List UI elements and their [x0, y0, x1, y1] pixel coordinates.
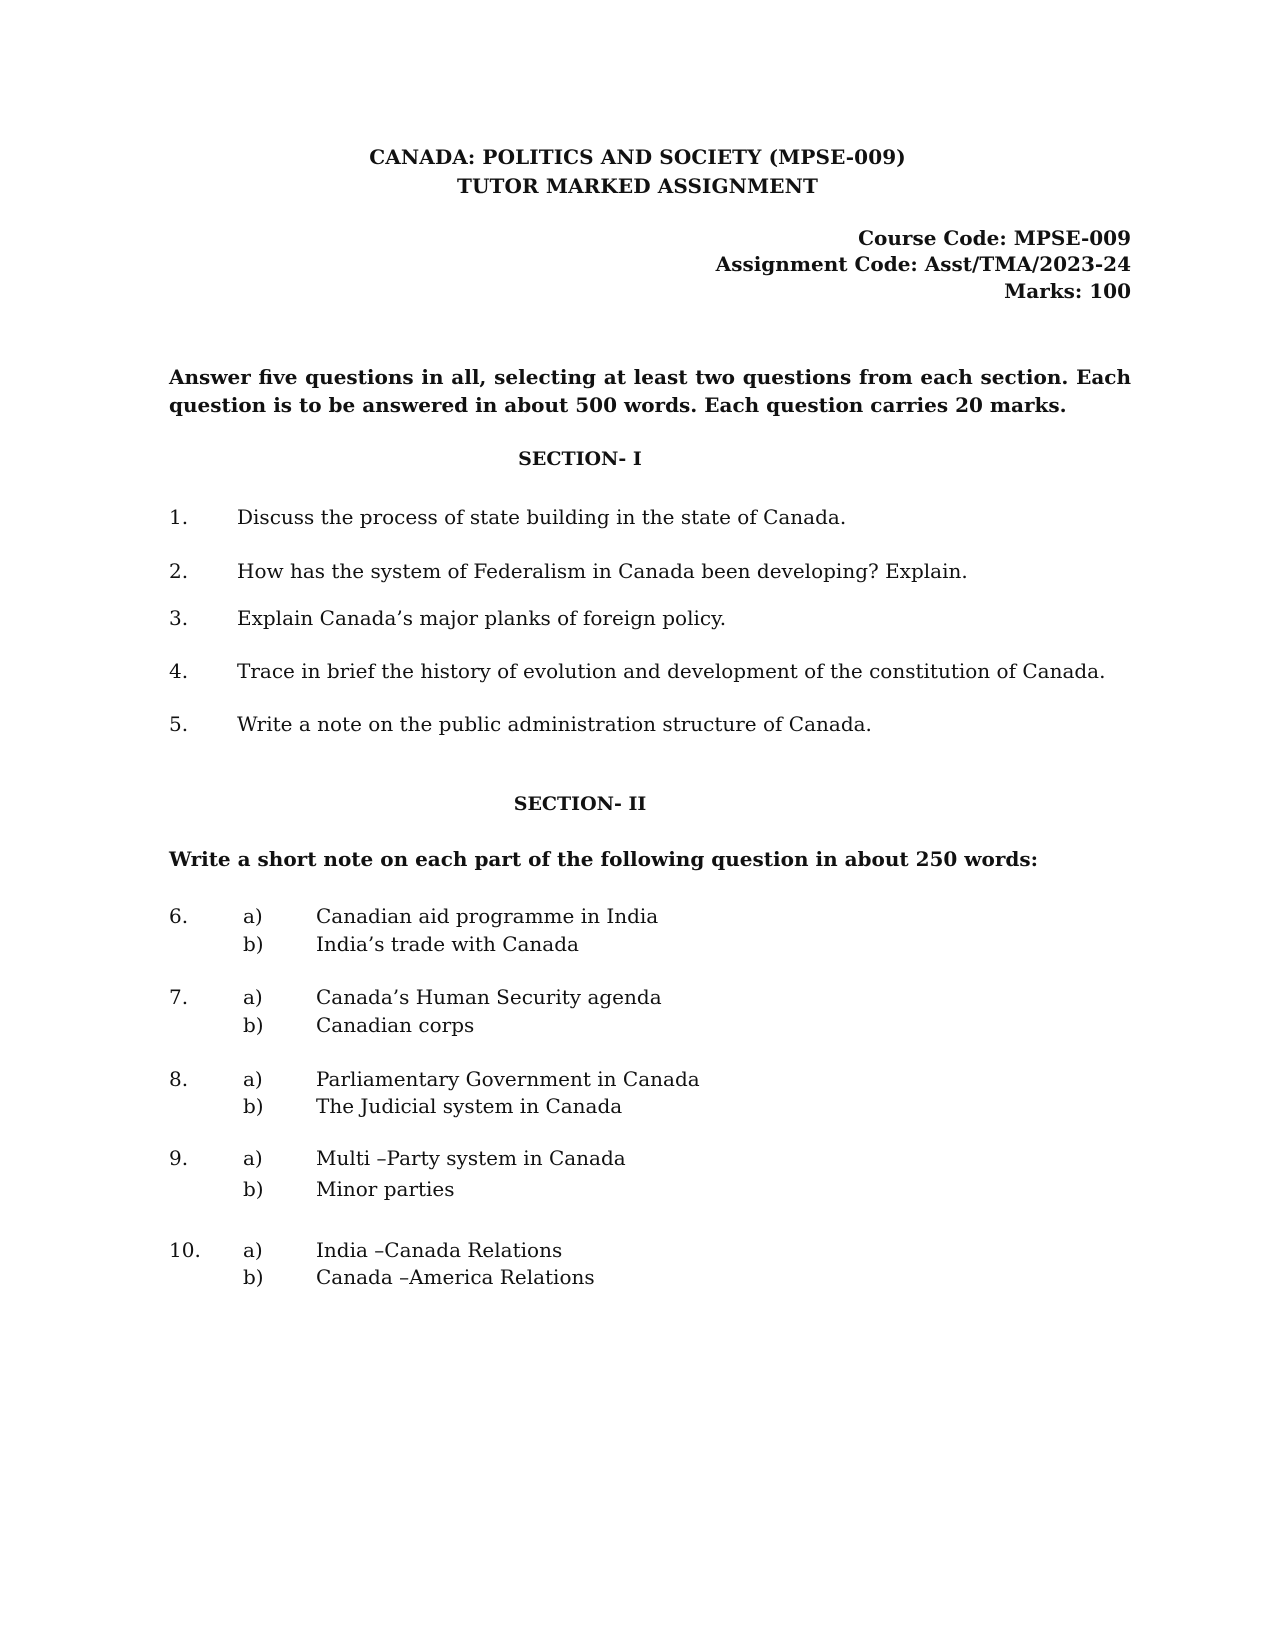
question-text: Trace in brief the history of evolution and development of the constitution of Canada.: [237, 659, 1106, 683]
instructions-line-1: Answer five questions in all, selecting at least two questions from each section. Each: [169, 365, 1131, 389]
marks: Marks: 100: [1004, 279, 1131, 303]
part-label: a): [243, 985, 263, 1009]
question-number: 5.: [169, 712, 189, 736]
part-label: a): [243, 1067, 263, 1091]
question-text: How has the system of Federalism in Canada been developing? Explain.: [237, 559, 968, 583]
part-label: b): [243, 1013, 264, 1037]
part-text: Canada –America Relations: [316, 1265, 595, 1289]
question-number: 7.: [169, 985, 189, 1009]
question-number: 9.: [169, 1146, 189, 1170]
part-text: Minor parties: [316, 1177, 455, 1201]
part-text: Canadian corps: [316, 1013, 475, 1037]
question-number: 10.: [169, 1238, 201, 1262]
part-label: b): [243, 1094, 264, 1118]
section-2-instruction: Write a short note on each part of the following question in about 250 words:: [169, 847, 1039, 871]
question-number: 1.: [169, 505, 189, 529]
part-text: Canadian aid programme in India: [316, 904, 659, 928]
part-text: India –Canada Relations: [316, 1238, 563, 1262]
section-1-heading: SECTION- I: [518, 448, 642, 470]
question-text: Explain Canada’s major planks of foreign policy.: [237, 606, 727, 630]
part-text: Canada’s Human Security agenda: [316, 985, 662, 1009]
question-number: 2.: [169, 559, 189, 583]
part-label: a): [243, 1238, 263, 1262]
part-label: a): [243, 904, 263, 928]
part-text: The Judicial system in Canada: [316, 1094, 623, 1118]
course-code: Course Code: MPSE-009: [858, 226, 1131, 250]
question-text: Write a note on the public administration structure of Canada.: [237, 712, 872, 736]
question-text: Discuss the process of state building in the state of Canada.: [237, 505, 847, 529]
part-label: b): [243, 932, 264, 956]
part-label: a): [243, 1146, 263, 1170]
document-title: CANADA: POLITICS AND SOCIETY (MPSE-009): [369, 145, 906, 169]
instructions-line-2: question is to be answered in about 500 words. Each question carries 20 marks.: [169, 393, 1067, 417]
part-label: b): [243, 1265, 264, 1289]
document-subtitle: TUTOR MARKED ASSIGNMENT: [457, 174, 818, 198]
question-number: 6.: [169, 904, 189, 928]
question-number: 4.: [169, 659, 189, 683]
part-label: b): [243, 1177, 264, 1201]
part-text: India’s trade with Canada: [316, 932, 579, 956]
assignment-code: Assignment Code: Asst/TMA/2023-24: [715, 252, 1131, 276]
section-2-heading: SECTION- II: [513, 793, 647, 815]
question-number: 8.: [169, 1067, 189, 1091]
question-number: 3.: [169, 606, 189, 630]
part-text: Parliamentary Government in Canada: [316, 1067, 700, 1091]
part-text: Multi –Party system in Canada: [316, 1146, 626, 1170]
